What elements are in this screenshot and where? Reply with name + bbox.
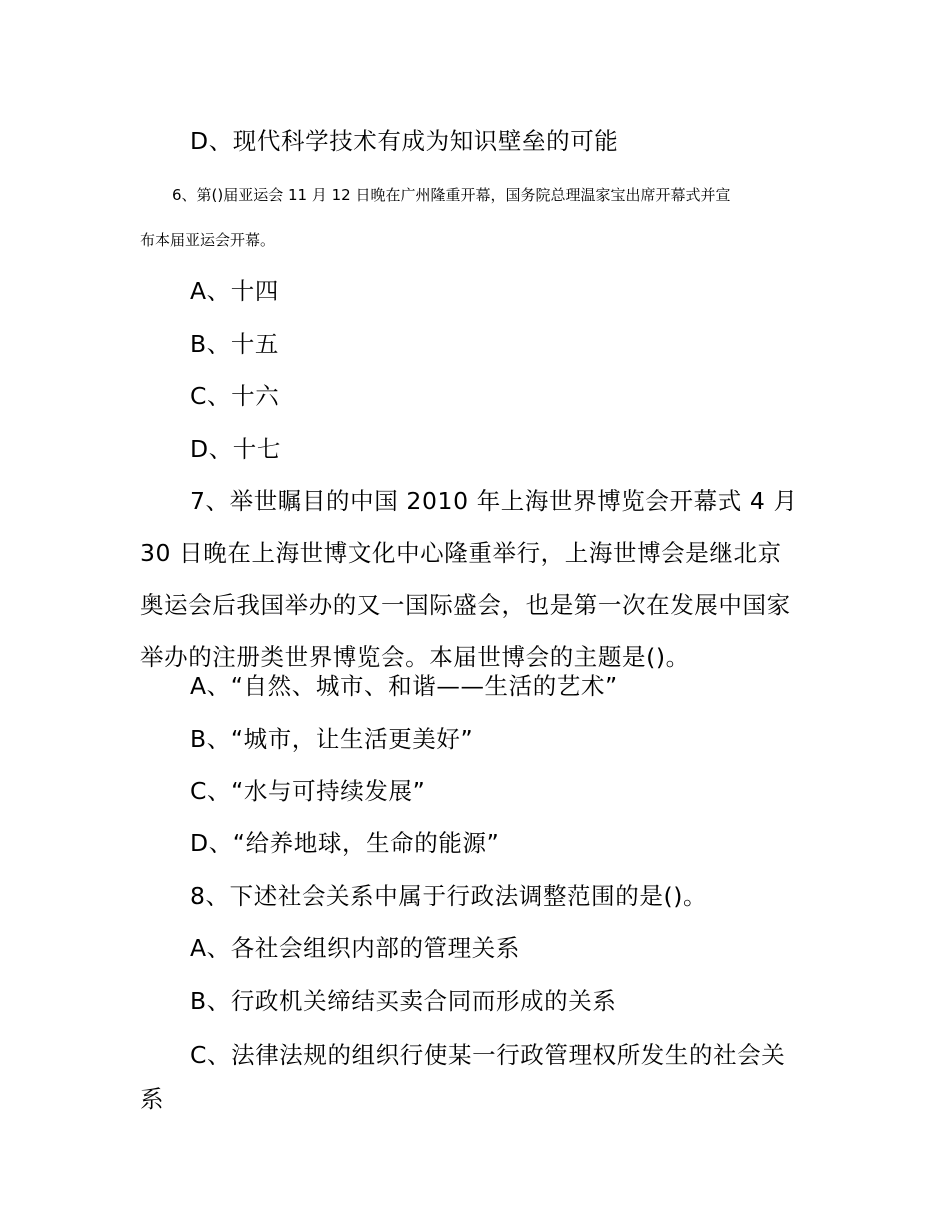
q7-option-d: D、“给养地球，生命的能源” — [190, 829, 500, 857]
q6-stem-line-1: 6、第()届亚运会 11 月 12 日晚在广州隆重开幕，国务院总理温家宝出席开幕式并宣 — [172, 186, 731, 204]
q6-option-b: B、十五 — [190, 330, 280, 358]
q8-stem: 8、下述社会关系中属于行政法调整范围的是()。 — [190, 882, 708, 910]
q6-option-c: C、十六 — [190, 382, 280, 410]
q7-option-c: C、“水与可持续发展” — [190, 777, 426, 805]
q8-option-b: B、行政机关缔结买卖合同而形成的关系 — [190, 987, 617, 1015]
q8-option-c-line-2: 系 — [140, 1085, 165, 1113]
q8-option-c-line-1: C、法律法规的组织行使某一行政管理权所发生的社会关 — [190, 1041, 786, 1069]
q7-option-b: B、“城市，让生活更美好” — [190, 725, 474, 753]
q6-option-d: D、十七 — [190, 435, 281, 463]
q7-stem-line-2: 30 日晚在上海世博文化中心隆重举行，上海世博会是继北京 — [140, 539, 782, 567]
q7-stem-line-3: 奥运会后我国举办的又一国际盛会，也是第一次在发展中国家 — [140, 591, 791, 619]
q5-option-d: D、现代科学技术有成为知识壁垒的可能 — [190, 127, 619, 155]
q6-option-a: A、十四 — [190, 277, 279, 305]
q7-stem-line-4: 举办的注册类世界博览会。本届世博会的主题是()。 — [140, 643, 690, 671]
q7-option-a: A、“自然、城市、和谐——生活的艺术” — [190, 672, 618, 700]
q8-option-a: A、各社会组织内部的管理关系 — [190, 934, 520, 962]
q7-stem-line-1: 7、举世瞩目的中国 2010 年上海世界博览会开幕式 4 月 — [190, 487, 798, 515]
q6-stem-line-2: 布本届亚运会开幕。 — [140, 231, 276, 249]
